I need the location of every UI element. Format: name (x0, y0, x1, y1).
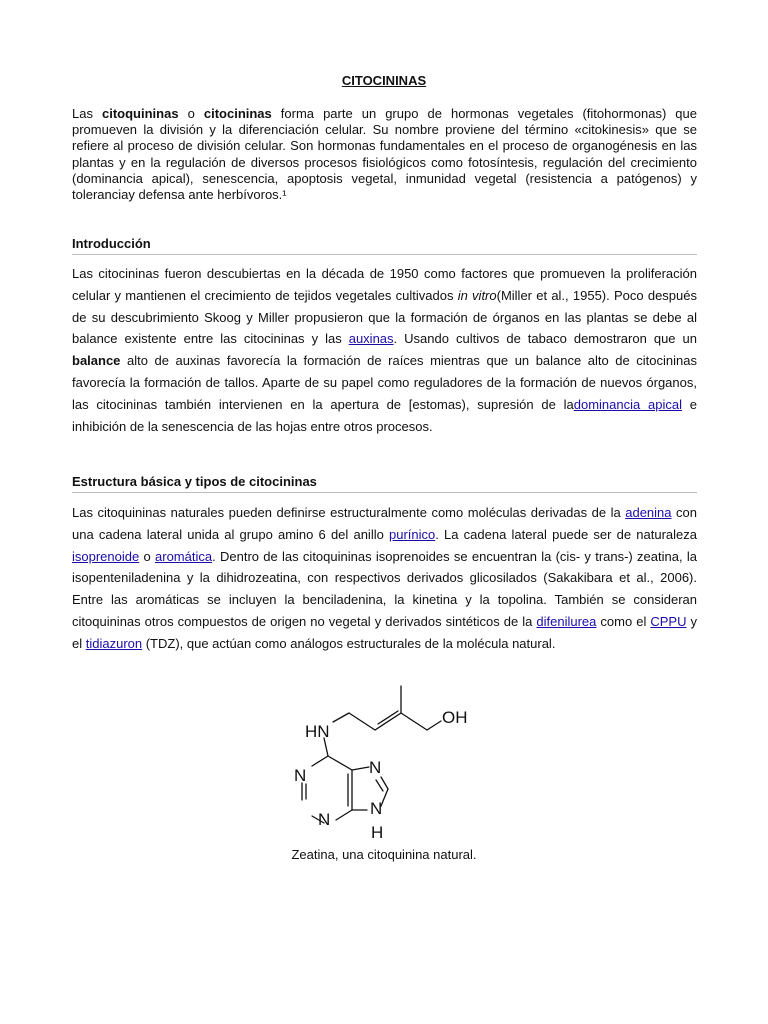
italic-in-vitro: in vitro (457, 287, 497, 303)
body-text: alto de auxinas favorecía la formación de raíces mientras que un balance alto de citocininas favorecía la formación de tallos. Aparte de su papel como reguladores de la formación de nuevos órganos, las citocininas también intervienen en la apertura de [estomas), supresión de la (72, 353, 697, 412)
link-cppu[interactable]: CPPU (650, 613, 687, 629)
bond-line (328, 756, 352, 770)
body-text: como el (596, 613, 651, 629)
bond-line (349, 713, 375, 730)
bond-line (427, 721, 441, 730)
document-title: CITOCININAS (341, 73, 427, 88)
bond-double (376, 780, 383, 791)
body-text: . La cadena lateral puede ser de naturaleza (435, 526, 697, 542)
intro-paragraph (72, 106, 697, 203)
atom-label-n9: N (370, 799, 383, 818)
body-text: o (139, 548, 156, 564)
body-text: . Usando cultivos de tabaco demostraron que un (393, 331, 697, 347)
bond-line (336, 810, 352, 820)
heading-introduccion: Introducción (72, 236, 697, 255)
bond-line (352, 767, 369, 770)
link-aromatica[interactable]: aromática (155, 548, 213, 564)
body-text: . Dentro de las citoquininas isoprenoides se encuentran la (cis- y trans-) zeatina, la isopenteniladenina y la dihidrozeatina, con respectivos derivados glicosilados (Sakakibara et al., 2006). Entre las aromáticas se incluyen la benciladenina, la kinetina y la topolina. También se consideran citoquininas otros compuestos de origen no vegetal y derivados sintéticos de la (72, 548, 697, 629)
atom-label-n1: N (294, 766, 307, 785)
intro-text: Las (72, 106, 102, 121)
intro-text: o (178, 106, 204, 121)
link-isoprenoide[interactable]: isoprenoide (72, 548, 140, 564)
link-difenilurea[interactable]: difenilurea (536, 613, 597, 629)
body-text: (TDZ), que actúan como análogos estructurales de la molécula natural. (142, 635, 556, 651)
atom-label-oh: OH (442, 708, 468, 727)
atom-label-n3: N (318, 810, 331, 829)
body-text: (Miller et al., 1955). Poco después de su descubrimiento Skoog y Miller propusieron que la formación de órganos en las plantas se debe al balance existente entre las citocininas y las (72, 287, 698, 347)
body-text: e inhibición de la senescencia de las hojas entre otros procesos. (72, 396, 697, 434)
bond-line (381, 777, 388, 789)
bond-line (333, 713, 349, 722)
body-text: Las citocininas fueron descubiertas en la década de 1950 como factores que promueven la proliferación celular y mantienen el crecimiento de tejidos vegetales cultivados (72, 266, 697, 303)
bond-line (375, 713, 401, 730)
heading-estructura: Estructura básica y tipos de citocininas (72, 474, 697, 493)
bond-line (401, 713, 427, 730)
link-auxinas[interactable]: auxinas (348, 331, 394, 347)
zeatin-structure (290, 682, 480, 844)
link-adenina[interactable]: adenina (625, 505, 672, 520)
body-text: Las citoquininas naturales pueden definirse estructuralmente como moléculas derivadas de la (72, 505, 626, 520)
intro-text: forma parte un grupo de hormonas vegetales (fitohormonas) que promueven la división y la diferenciación celular. Su nombre proviene del término «citokinesis» que se refiere al proceso de división celular. Son hormonas fundamentales en el proceso de organogénesis en las plantas y en la regulación de diversos procesos fisiológicos como fotosíntesis, regulación del crecimiento (dominancia apical), senescencia, apoptosis vegetal, inmunidad vegetal (resistencia a patógenos) y toleranciay defensa ante herbívoros.¹ (72, 106, 697, 203)
figure-caption: Zeatina, una citoquinina natural. (291, 847, 477, 862)
term-balance: balance (72, 353, 121, 369)
link-tidiazuron[interactable]: tidiazuron (85, 635, 143, 651)
body-text: y el (72, 613, 697, 651)
atom-label-n7: N (369, 758, 382, 777)
introduccion-paragraph (72, 263, 697, 437)
body-text: con una cadena lateral unida al grupo amino 6 del anillo (72, 505, 697, 542)
term-citoquininas: citoquininas (102, 106, 179, 121)
bond-line (312, 756, 328, 766)
link-purinico[interactable]: purínico (389, 526, 436, 542)
estructura-paragraph (72, 502, 697, 655)
link-dominancia-apical[interactable]: dominancia apical (573, 396, 682, 412)
atom-label-hn: HN (305, 722, 330, 741)
atom-label-h: H (371, 823, 384, 842)
term-citocininas: citocininas (203, 106, 272, 121)
